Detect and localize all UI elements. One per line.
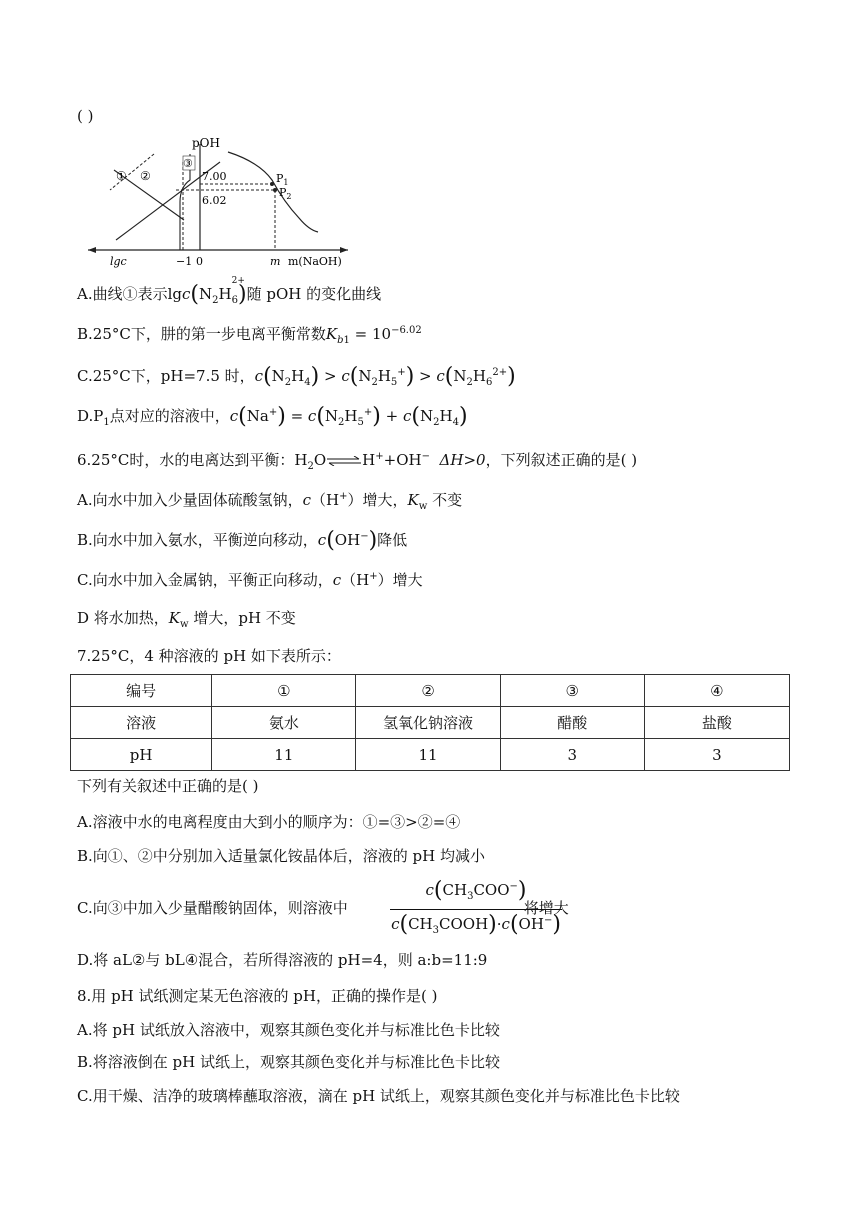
- q7-fraction: $c(CH_3COO^-)$ $c(CH_3COOH)\cdot c(OH^-)$: [391, 878, 561, 937]
- q7-option-d[interactable]: D.将 aL②与 bL④混合，若所得溶液的 pH=4，则 a:b=11:9: [77, 951, 488, 969]
- tick-6-02: 6.02: [202, 194, 227, 207]
- q5-graph: [84, 132, 354, 272]
- q7-option-c[interactable]: C.向③中加入少量醋酸钠固体，则溶液中 将增大: [77, 899, 569, 917]
- x-tick-m: m: [270, 255, 281, 268]
- q5-stem-tail: ( ): [77, 107, 94, 125]
- q5-option-a[interactable]: A.曲线①表示$\lg c(N_2H$ $_{2+ 6}$)随 pOH 的变化曲线: [77, 276, 382, 307]
- q8-option-b[interactable]: B.将溶液倒在 pH 试纸上，观察其颜色变化并与标准比色卡比较: [77, 1053, 501, 1071]
- q7-option-b[interactable]: B.向①、②中分别加入适量氯化铵晶体后，溶液的 pH 均减小: [77, 847, 486, 865]
- q6-option-a[interactable]: A.向水中加入少量固体硫酸氢钠，c（H+）增大，$K_w$ 不变: [77, 491, 463, 512]
- table-row: 溶液 氨水 氢氧化钠溶液 醋酸 盐酸: [71, 707, 790, 739]
- x-tick-neg1: −1: [176, 255, 193, 268]
- q8-stem: 8.用 pH 试纸测定某无色溶液的 pH，正确的操作是( ): [77, 987, 438, 1005]
- q5-option-b[interactable]: B.25°C下，肼的第一步电离平衡常数$K_{b1} = 10^{-6.02}$: [77, 325, 422, 346]
- q7-stem: 7.25°C，4 种溶液的 pH 如下表所示：: [77, 647, 341, 665]
- q7-question: 下列有关叙述中正确的是( ): [77, 777, 259, 795]
- equilibrium-arrow-icon: [326, 456, 362, 466]
- q5-option-d[interactable]: $D.P_1$点对应的溶液中，$c(Na^+) = c(N_2H_5^+) + c(N_2H_4)$: [77, 404, 468, 429]
- table-row: 编号 ① ② ③ ④: [71, 675, 790, 707]
- q6-stem: 6.25°C时，水的电离达到平衡：$H_2O$ H++OH− ΔH>0，下列叙述正确的是( ): [77, 451, 638, 472]
- curve-2-label: ②: [140, 169, 151, 183]
- ph-table: [70, 674, 790, 771]
- q8-option-c[interactable]: C.用干燥、洁净的玻璃棒蘸取溶液，滴在 pH 试纸上，观察其颜色变化并与标准比色卡比较: [77, 1087, 680, 1105]
- q6-option-d[interactable]: D 将水加热，$K_w$ 增大，pH 不变: [77, 609, 296, 630]
- y-axis-label: pOH: [192, 136, 220, 150]
- curve-3-label: ③: [183, 157, 193, 170]
- tick-7: 7.00: [202, 170, 227, 183]
- q6-option-b[interactable]: B.向水中加入氨水，平衡逆向移动，c(OH−)降低: [77, 528, 408, 553]
- p2-label: $P_2$: [279, 186, 292, 201]
- x-label-naoh: m(NaOH): [288, 255, 342, 268]
- q5-option-c[interactable]: C.25°C下，pH=7.5 时，$c(N_2H_4) > c(N_2H_5^+) > c(N_2H_6^{2+})$: [77, 364, 516, 389]
- p1-label: $P_1$: [276, 172, 289, 187]
- q6-option-c[interactable]: C.向水中加入金属钠，平衡正向移动，c（H+）增大: [77, 571, 423, 589]
- curve-1-label: ①: [116, 169, 127, 183]
- x-label-lgc: lgc: [110, 255, 127, 268]
- x-tick-0: 0: [196, 255, 203, 268]
- q7-option-a[interactable]: A.溶液中水的电离程度由大到小的顺序为：①=③>②=④: [77, 813, 461, 831]
- table-row: pH 11 11 3 3: [71, 739, 790, 771]
- q8-option-a[interactable]: A.将 pH 试纸放入溶液中，观察其颜色变化并与标准比色卡比较: [77, 1021, 500, 1039]
